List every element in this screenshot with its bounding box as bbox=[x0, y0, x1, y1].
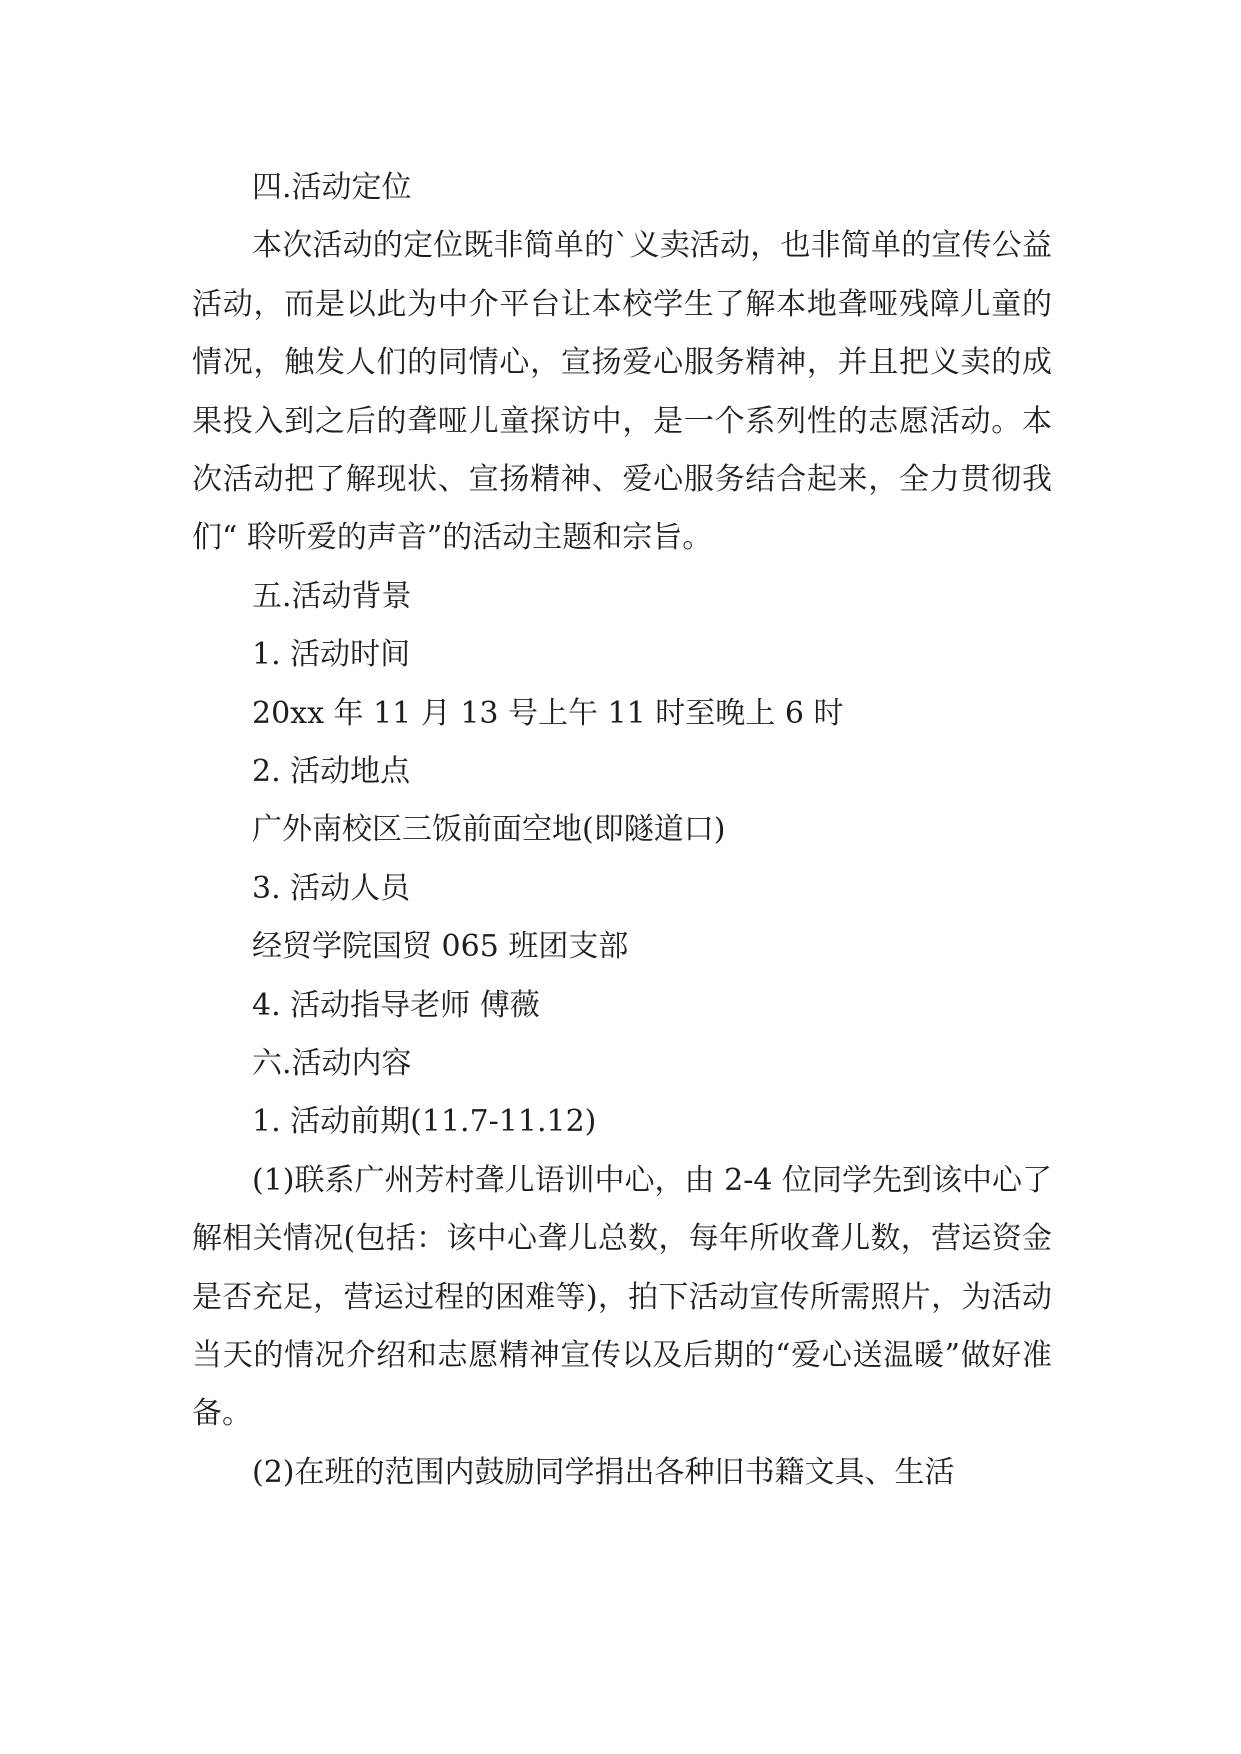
item-time-label: 1. 活动时间 bbox=[252, 637, 411, 673]
section-heading-content: 六.活动内容 bbox=[252, 1045, 412, 1081]
item-location-label: 2. 活动地点 bbox=[252, 754, 411, 789]
item-personnel-value: 经贸学院国贸 065 班团支部 bbox=[252, 929, 629, 965]
paragraph-donation: (2)在班的范围内鼓励同学捐出各种旧书籍文具、生活 bbox=[252, 1454, 955, 1490]
paragraph-contact-center: (1)联系广州芳村聋儿语训中心，由 2-4 位同学先到该中心了解相关情况(包括：该中心聋儿总数，每年所收聋儿数，营运资金是否充足，营运过程的困难等)，拍下活动宣传所需照片，为活动当天的情况介绍和志愿精神宣传以及后期的“爱心送温暖”做好准备。 bbox=[192, 1162, 1052, 1432]
document-body bbox=[192, 159, 1052, 1502]
phase-early-label: 1. 活动前期(11.7-11.12) bbox=[252, 1104, 597, 1140]
section-heading-background: 五.活动背景 bbox=[252, 578, 412, 614]
paragraph-positioning: 本次活动的定位既非简单的`义卖活动，也非简单的宣传公益活动，而是以此为中介平台让本校学生了解本地聋哑残障儿童的情况，触发人们的同情心，宣扬爱心服务精神，并且把义卖的成果投入到之后的聋哑儿童探访中，是一个系列性的志愿活动。本次活动把了解现状、宣扬精神、爱心服务结合起来，全力贯彻我们“ 聆听爱的声音”的活动主题和宗旨。 bbox=[192, 228, 1052, 556]
section-heading-positioning: 四.活动定位 bbox=[252, 170, 412, 205]
item-time-value: 20xx 年 11 月 13 号上午 11 时至晚上 6 时 bbox=[252, 695, 844, 731]
item-location-value: 广外南校区三饭前面空地(即隧道口) bbox=[252, 812, 726, 848]
item-personnel-label: 3. 活动人员 bbox=[252, 870, 411, 906]
item-advisor: 4. 活动指导老师 傅薇 bbox=[252, 987, 540, 1023]
